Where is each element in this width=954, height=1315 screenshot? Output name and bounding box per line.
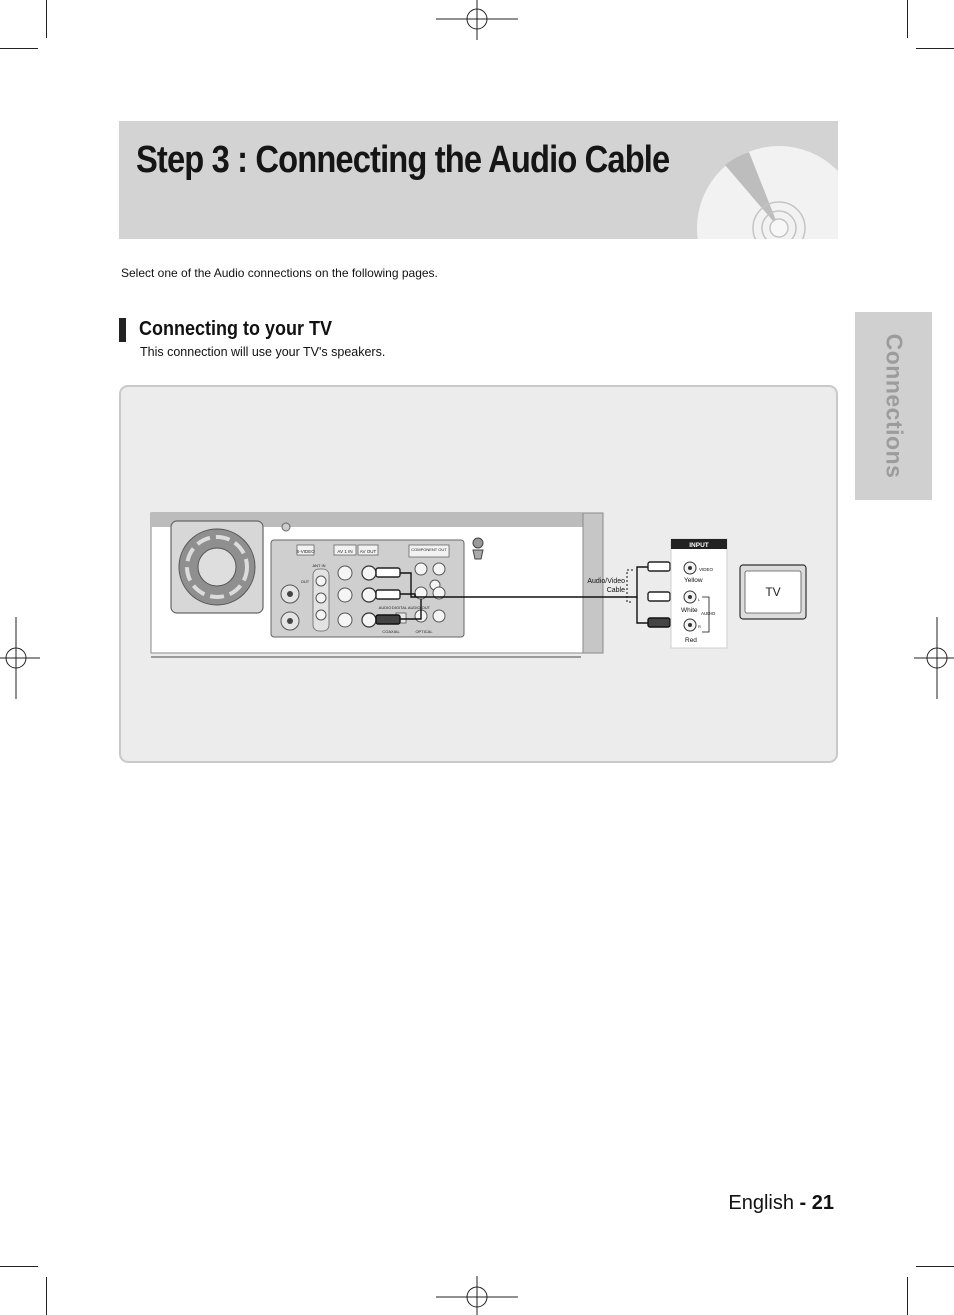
cable-label-line2: Cable <box>606 587 625 594</box>
footer-language: English <box>728 1192 794 1214</box>
crop-mark <box>0 1266 38 1267</box>
section-title: Connecting to your TV <box>139 318 332 340</box>
crop-mark <box>0 48 38 49</box>
input-header: INPUT <box>689 542 709 549</box>
cable-label-line1: Audio/Video <box>587 578 625 585</box>
crop-mark <box>916 48 954 49</box>
red-label: Red <box>685 637 697 644</box>
disc-graphic <box>694 146 838 239</box>
side-tab-label: Connections <box>881 333 907 479</box>
page-number: 21 <box>811 1192 834 1214</box>
label-optical: OPTICAL <box>415 629 433 634</box>
label-audio-small: AUDIO <box>378 605 392 610</box>
diagram-panel <box>119 385 838 763</box>
video-label: VIDEO <box>699 567 714 572</box>
side-tab-connections <box>855 312 932 500</box>
yellow-label: Yellow <box>684 577 703 584</box>
crop-mark <box>46 1277 47 1315</box>
tv-side-plugs <box>648 562 670 627</box>
section-subtitle: This connection will use your TV's speakers. <box>140 345 386 359</box>
page-footer <box>728 1192 834 1215</box>
crop-mark <box>907 1277 908 1315</box>
l-label: L <box>698 597 701 602</box>
registration-mark-right <box>914 617 954 699</box>
registration-mark-bottom <box>436 1276 518 1315</box>
registration-mark-top <box>436 0 518 40</box>
audio-label: AUDIO <box>701 611 716 616</box>
tv-label: TV <box>765 585 781 599</box>
white-label: White <box>681 607 698 614</box>
label-coaxial: COAXIAL <box>382 629 400 634</box>
crop-mark <box>46 0 47 38</box>
section-marker <box>119 318 126 342</box>
label-out: OUT <box>300 579 310 584</box>
connection-diagram <box>121 387 836 761</box>
registration-mark-left <box>0 617 40 699</box>
title-banner <box>119 121 838 239</box>
page-title: Step 3 : Connecting the Audio Cable <box>136 139 670 181</box>
label-av1-in: AV 1 IN <box>337 549 353 554</box>
tv-icon <box>740 565 806 619</box>
crop-mark <box>916 1266 954 1267</box>
r-label: R <box>698 624 701 629</box>
dvd-recorder-rear <box>151 513 603 657</box>
footer-separator: - <box>793 1192 812 1214</box>
label-av-out: AV OUT <box>359 549 377 554</box>
label-ant-in: ANT IN <box>312 563 326 568</box>
label-component-out: COMPONENT OUT <box>411 547 447 552</box>
tv-input-panel <box>671 539 727 648</box>
crop-mark <box>907 0 908 38</box>
label-s-video: S-VIDEO <box>296 549 315 554</box>
intro-text: Select one of the Audio connections on the following pages. <box>121 266 438 280</box>
label-digital-audio-out: DIGITAL AUDIO OUT <box>391 605 431 610</box>
